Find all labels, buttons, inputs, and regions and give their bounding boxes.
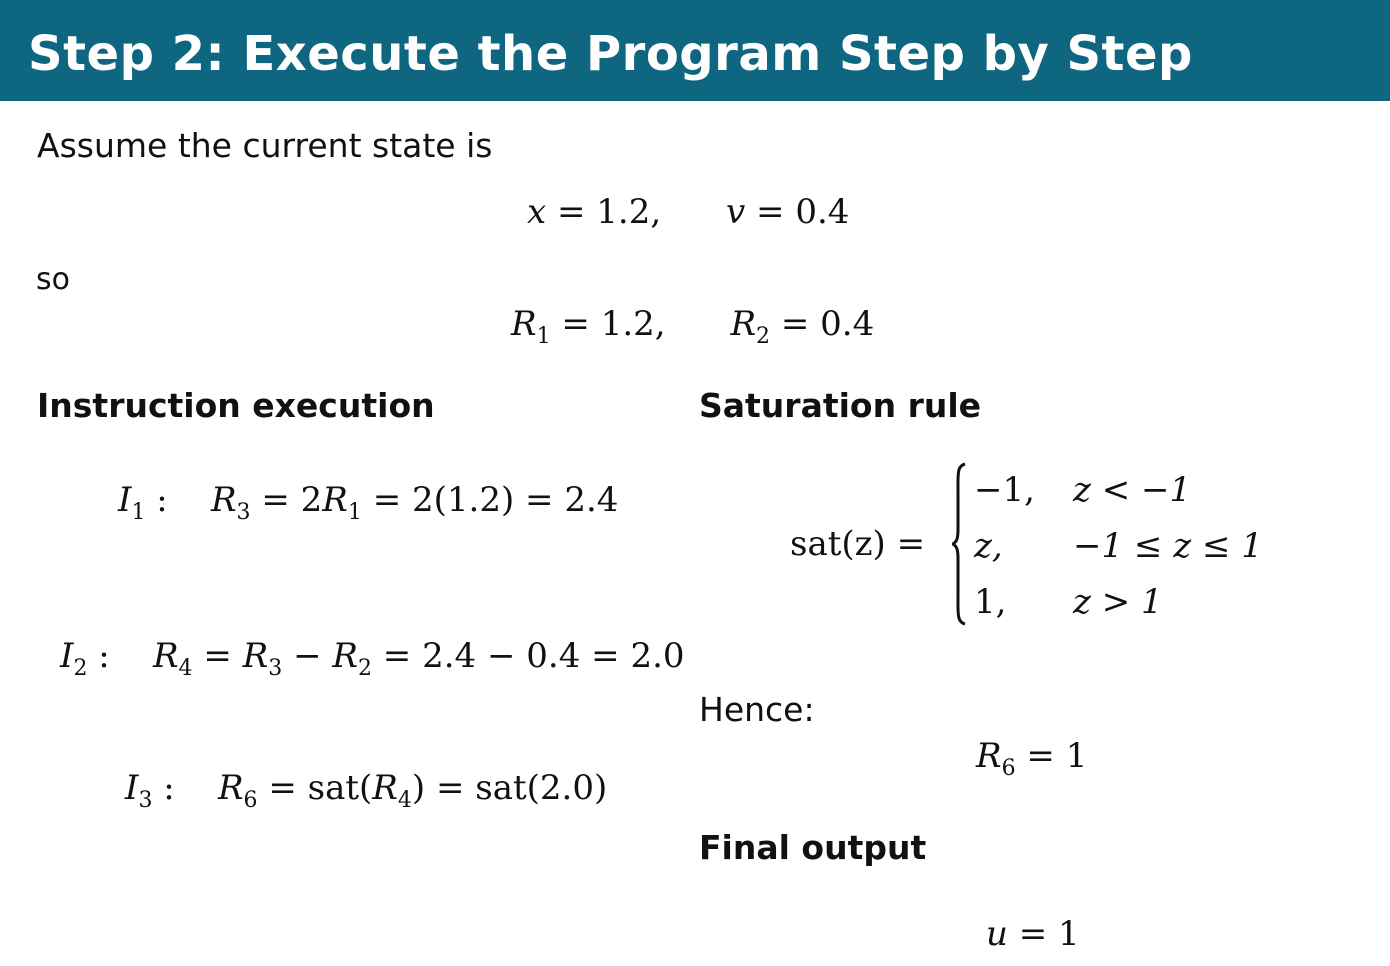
instruction-1: $I_1$ : $R_3 = 2R_1 = 2(1.2) = 2.4$ <box>118 480 619 525</box>
saturation-result: $R_6 = 1$ <box>976 736 1088 781</box>
case-value-2: z, <box>974 526 1003 566</box>
instruction-heading: Instruction execution <box>37 386 435 425</box>
case-value-3: 1, <box>974 582 1007 622</box>
saturation-heading: Saturation rule <box>699 386 982 425</box>
instruction-3: $I_3$ : $R_6 = sat(R_4) = sat(2.0)$ <box>125 768 608 813</box>
case-condition-1: z < −1 <box>1073 470 1192 510</box>
slide-header <box>0 0 1390 101</box>
saturation-lhs: sat(z) = <box>790 524 926 564</box>
so-text: so <box>36 262 70 297</box>
hence-text: Hence: <box>699 690 815 729</box>
intro-text: Assume the current state is <box>37 126 493 165</box>
case-condition-3: z > 1 <box>1073 582 1163 622</box>
instruction-2: $I_2$ : $R_4 = R_3 - R_2 = 2.4 - 0.4 = 2.0$ <box>60 636 685 681</box>
state-equation: x = 1.2, v = 0.4 <box>527 192 850 232</box>
slide-title: Step 2: Execute the Program Step by Step <box>28 26 1193 82</box>
case-condition-2: −1 ≤ z ≤ 1 <box>1073 526 1263 566</box>
register-equation: $R_1 = 1.2$, $R_2 = 0.4$ <box>511 304 875 349</box>
final-heading: Final output <box>699 828 927 867</box>
final-result: u = 1 <box>986 914 1080 954</box>
left-brace-icon <box>952 462 966 626</box>
case-value-1: −1, <box>974 470 1035 510</box>
